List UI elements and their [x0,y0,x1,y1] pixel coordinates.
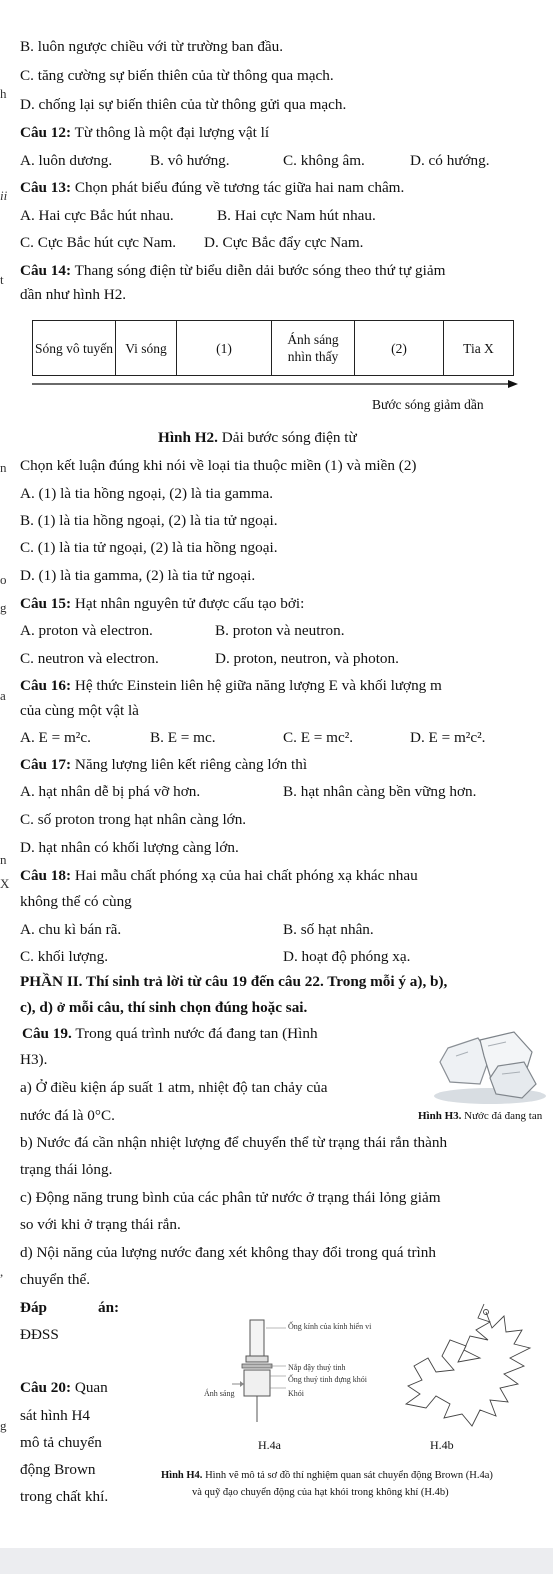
q20-stem-2: sát hình H4 [20,1407,91,1424]
gutter-char: g [0,600,7,615]
figure-h4-caption [161,1470,493,1481]
h3-label: Hình H3. [418,1110,462,1122]
figure-h2-caption [158,428,357,448]
q16-option-a: A. E = m²c. [20,729,91,746]
spectrum-cell-2: (2) [355,321,444,376]
gutter-char: , [0,1264,4,1279]
q13-option-a: A. Hai cực Bắc hút nhau. [20,207,174,224]
q12-option-b: B. vô hướng. [150,152,230,169]
answer-label: Đáp [20,1299,48,1316]
gutter-char: o [0,572,7,587]
q16-stem-cont: của cùng một vật là [20,702,139,719]
q18-option-b: B. số hạt nhân. [283,921,374,938]
gutter-char: h [0,86,7,101]
q12-option-d: D. có hướng. [410,152,490,169]
q14-option-c: C. (1) là tia tử ngoại, (2) là tia hồng ngoại. [20,539,278,556]
q12-option-c: C. không âm. [283,152,365,169]
q16-label: Câu 16: [20,677,72,694]
microscope-apparatus-diagram [230,1318,290,1428]
q19-stem-cont: H3). [20,1051,48,1068]
q19-statement-a: a) Ở điều kiện áp suất 1 atm, nhiệt độ tan chảy của [20,1079,328,1096]
q18-stem [20,866,418,886]
q19-statement-d: d) Nội năng của lượng nước đang xét không thay đổi trong quá trình [20,1244,436,1261]
spectrum-cell-xray: Tia X [444,321,514,376]
q14-prompt: Chọn kết luận đúng khi nói về loại tia thuộc miền (1) và miền (2) [20,457,417,474]
q18-stem-cont: không thể có cùng [20,893,132,910]
q14-option-d: D. (1) là tia gamma, (2) là tia tử ngoại. [20,567,256,584]
q17-label: Câu 17: [20,756,72,773]
gutter-char: n [0,852,7,867]
q11-option-d: D. chống lại sự biến thiên của từ thông gửi qua mạch. [20,96,347,113]
q14-stem [20,261,445,281]
q19-stem [22,1024,318,1044]
q20-stem-5: trong chất khí. [20,1488,109,1505]
h3-title: Nước đá đang tan [461,1110,543,1122]
em-spectrum-table [32,320,514,376]
spectrum-cell-radio: Sóng vô tuyến [33,321,116,376]
gutter-char: g [0,1418,7,1433]
q18-option-c: C. khối lượng. [20,948,108,965]
q18-option-d: D. hoạt độ phóng xạ. [283,948,411,965]
spectrum-cell-1: (1) [177,321,272,376]
h4b-label: H.4b [430,1438,454,1452]
q11-option-b: B. luôn ngược chiều với từ trường ban đầu. [20,38,284,55]
q19-statement-d-cont: chuyển thể. [20,1271,91,1288]
q20-text: Quan [71,1379,108,1396]
wavelength-arrow [32,377,518,391]
q19-label: Câu 19. [22,1025,72,1042]
q15-text: Hạt nhân nguyên tử được cấu tạo bởi: [71,595,305,612]
q12-stem [20,123,269,143]
q20-label: Câu 20: [20,1379,72,1396]
q12-text: Từ thông là một đại lượng vật lí [71,124,270,141]
label-light: Ánh sáng [204,1389,235,1398]
q15-option-d: D. proton, neutron, và photon. [215,650,399,667]
part2-heading: PHẦN II. Thí sinh trả lời từ câu 19 đến câu 22. Trong mỗi ý a), b), [20,973,448,990]
melting-ice-image [428,1026,548,1106]
q19-statement-c-cont: so với khi ở trạng thái rắn. [20,1216,181,1233]
q19-statement-a-cont: nước đá là 0°C. [20,1107,115,1124]
q20-stem-4: động Brown [20,1461,96,1478]
q17-option-c: C. số proton trong hạt nhân càng lớn. [20,811,247,828]
h4a-label: H.4a [258,1438,281,1452]
q17-option-a: A. hạt nhân dễ bị phá vỡ hơn. [20,783,201,800]
q13-label: Câu 13: [20,179,72,196]
q17-stem [20,755,307,775]
q17-option-b: B. hạt nhân càng bền vững hơn. [283,783,477,800]
q14-text: Thang sóng điện từ biểu diễn dải bước sóng theo thứ tự giảm [71,262,446,279]
wavelength-label: Bước sóng giảm dần [372,397,484,412]
q13-stem [20,178,404,198]
q14-label: Câu 14: [20,262,72,279]
q14-option-a: A. (1) là tia hồng ngoại, (2) là tia gamma. [20,485,274,502]
answer-label-cont: án: [98,1299,120,1316]
q15-option-c: C. neutron và electron. [20,650,159,667]
q18-option-a: A. chu kì bán rã. [20,921,122,938]
q16-option-d: D. E = m²c². [410,729,486,746]
figure-h4-caption-cont: và quỹ đạo chuyển động của hạt khói trong không khí (H.4b) [192,1487,449,1498]
q16-text: Hệ thức Einstein liên hệ giữa năng lượng E và khối lượng m [71,677,442,694]
q12-option-a: A. luôn dương. [20,152,113,169]
q15-option-a: A. proton và electron. [20,622,153,639]
q16-stem [20,676,442,696]
label-cover: Nắp đậy thuỷ tinh [288,1363,346,1372]
answer-value: ĐĐSS [20,1326,59,1343]
q13-option-d: D. Cực Bắc đẩy cực Nam. [204,234,364,251]
q14-stem-cont: dần như hình H2. [20,286,127,303]
figure-h3-caption [418,1110,542,1122]
label-eyepiece: Ống kính của kính hiển vi [288,1322,372,1331]
q17-option-d: D. hạt nhân có khối lượng càng lớn. [20,839,239,856]
spectrum-cell-visible: Ánh sáng nhìn thấy [272,321,355,376]
gutter-char: ii [0,188,8,203]
q20-stem [20,1378,108,1398]
q13-option-c: C. Cực Bắc hút cực Nam. [20,234,177,251]
q16-option-c: C. E = mc². [283,729,354,746]
part2-heading-cont: c), d) ở mỗi câu, thí sinh chọn đúng hoặc sai. [20,999,308,1016]
q20-stem-3: mô tả chuyển [20,1434,102,1451]
spectrum-cell-microwave: Vi sóng [116,321,177,376]
q15-stem [20,594,304,614]
q17-text: Năng lượng liên kết riêng càng lớn thì [71,756,308,773]
q19-text: Trong quá trình nước đá đang tan (Hình [71,1025,318,1042]
label-smoke: Khói [288,1389,304,1398]
h4-caption-1: Hình vẽ mô tả sơ đồ thí nghiệm quan sát chuyển động Brown (H.4a) [202,1470,493,1481]
gutter-char: a [0,688,6,703]
q19-statement-b-cont: trạng thái lỏng. [20,1161,113,1178]
gutter-char: n [0,460,7,475]
q11-option-c: C. tăng cường sự biến thiên của từ thông qua mạch. [20,67,334,84]
q18-label: Câu 18: [20,867,72,884]
page-bottom-margin [0,1548,553,1574]
q13-text: Chọn phát biểu đúng về tương tác giữa hai nam châm. [71,179,405,196]
q19-statement-b: b) Nước đá cần nhận nhiệt lượng để chuyển thể từ trạng thái rắn thành [20,1134,448,1151]
q18-text: Hai mẫu chất phóng xạ của hai chất phóng xạ khác nhau [71,867,418,884]
q13-option-b: B. Hai cực Nam hút nhau. [217,207,376,224]
h2-title: Dải bước sóng điện từ [217,429,357,446]
q16-option-b: B. E = mc. [150,729,216,746]
h2-label: Hình H2. [158,429,218,446]
q19-statement-c: c) Động năng trung bình của các phân tử nước ở trạng thái lỏng giảm [20,1189,441,1206]
q12-label: Câu 12: [20,124,72,141]
h4-label: Hình H4. [161,1470,203,1481]
gutter-char: t [0,272,4,287]
q15-label: Câu 15: [20,595,72,612]
q15-option-b: B. proton và neutron. [215,622,345,639]
label-tube: Ống thuỷ tinh đựng khói [288,1375,368,1384]
brownian-trajectory-diagram [392,1300,542,1436]
q14-option-b: B. (1) là tia hồng ngoại, (2) là tia tử ngoại. [20,512,278,529]
gutter-char: X [0,876,10,891]
